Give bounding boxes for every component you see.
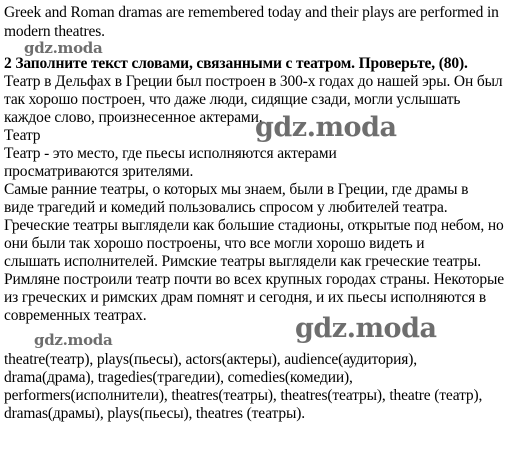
body-line-11: слышать исполнителей. Римские театры выглядели как греческие театры. xyxy=(4,253,481,270)
body-line-7: Самые ранние театры, о которых мы знаем, были в Греции, где драмы в xyxy=(4,181,469,198)
body-line-6: просматриваются зрителями. xyxy=(4,163,194,180)
body-line-9: Греческие театры выглядели как большие стадионы, открытые под небом, но xyxy=(4,217,504,234)
body-line-14: современных театрах. xyxy=(4,307,147,324)
watermark-small-bottom: gdz.moda xyxy=(34,331,113,349)
task-heading: 2 Заполните текст словами, связанными с театром. Проверьте, (80). xyxy=(4,55,468,72)
body-line-2: так хорошо построен, что даже люди, сидящие сзади, могли услышать xyxy=(4,91,461,108)
answers-line-3: performers(исполнители), theatres(театры), theatres(театры), theatre (театр), xyxy=(4,387,483,404)
watermark-big-middle: gdz.moda xyxy=(255,112,397,143)
answers-line-4: dramas(драмы), plays(пьесы), theatres (театры). xyxy=(4,405,305,422)
answers-line-2: drama(драма), tragedies(трагедии), comedies(комедии), xyxy=(4,369,353,386)
intro-line-2: modern theatres. xyxy=(4,23,105,40)
watermark-big-bottom: gdz.moda xyxy=(295,313,437,344)
body-line-8: виде трагедий и комедий пользовались спросом у любителей театра. xyxy=(4,199,448,216)
body-line-10: они были так хорошо построены, что все могли хорошо видеть и xyxy=(4,235,425,252)
body-line-5: Театр - это место, где пьесы исполняются актерами xyxy=(4,145,337,162)
body-line-4: Театр xyxy=(4,127,41,144)
answers-line-1: theatre(театр), plays(пьесы), actors(актеры), audience(аудитория), xyxy=(4,351,418,368)
intro-line-1: Greek and Roman dramas are remembered today and their plays are performed in xyxy=(4,4,499,21)
body-line-3: каждое слово, произнесенное актерами. xyxy=(4,109,263,126)
body-line-1: Театр в Дельфах в Греции был построен в 300-х годах до нашей эры. Он был xyxy=(4,73,503,90)
watermark-small-top: gdz.moda xyxy=(24,39,103,57)
body-line-13: из греческих и римских драм помнят и сегодня, и их пьесы исполняются в xyxy=(4,289,487,306)
body-line-12: Римляне построили театр почти во всех крупных городах страны. Некоторые xyxy=(4,271,504,288)
